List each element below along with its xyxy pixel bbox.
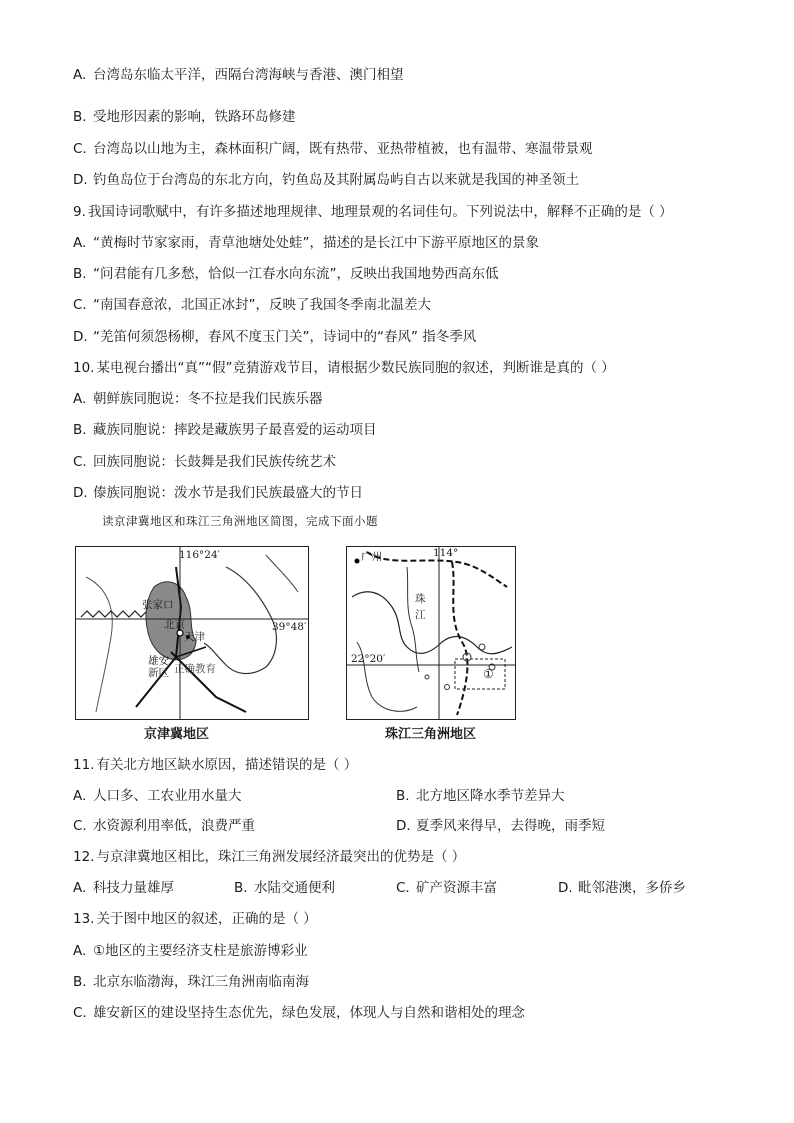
q9-option-b: B. “问君能有几多愁，恰似一江春水向东流”，反映出我国地势西高东低 — [73, 266, 499, 282]
tianjin-label: 天津 — [184, 631, 205, 643]
prd-lat-label: 22°20′ — [351, 653, 386, 665]
jingjinji-map-title: 京津冀地区 — [144, 727, 210, 742]
q8-option-b: B. 受地形因素的影响，铁路环岛修建 — [73, 109, 296, 125]
xinqu-label: 新区 — [148, 667, 169, 679]
q12-option-c: C. 矿产资源丰富 — [396, 880, 497, 896]
q13-stem: 13. 关于图中地区的叙述，正确的是（ ） — [73, 911, 317, 927]
q12-option-a: A. 科技力量雄厚 — [73, 880, 174, 896]
q9-stem: 9. 我国诗词歌赋中，有许多描述地理规律、地理景观的名词佳句。下列说法中，解释不正确的是（ ） — [73, 204, 673, 220]
river-label-zhu: 珠 — [415, 593, 426, 605]
q8-option-a: A. 台湾岛东临太平洋，西隔台湾海峡与香港、澳门相望 — [73, 67, 404, 83]
river-label-jiang: 江 — [415, 609, 426, 621]
q12-option-b: B. 水陆交通便利 — [234, 880, 335, 896]
watermark-label: 正确教育 — [174, 663, 216, 675]
guangzhou-label: 广州 — [361, 551, 382, 563]
q9-option-c: C. “南国春意浓，北国正冰封”，反映了我国冬季南北温差大 — [73, 297, 431, 313]
q10-option-c: C. 回族同胞说：长鼓舞是我们民族传统艺术 — [73, 454, 336, 470]
q11-option-c: C. 水资源利用率低，浪费严重 — [73, 818, 255, 834]
guangzhou-dot — [355, 559, 360, 564]
q8-option-d: D. 钓鱼岛位于台湾岛的东北方向，钓鱼岛及其附属岛屿自古以来就是我国的神圣领土 — [73, 172, 579, 188]
q10-option-a: A. 朝鲜族同胞说：冬不拉是我们民族乐器 — [73, 391, 323, 407]
q10-option-d: D. 傣族同胞说：泼水节是我们民族最盛大的节日 — [73, 485, 363, 501]
prd-map-drawing — [347, 547, 515, 719]
q11-option-d: D. 夏季风来得早，去得晚，雨季短 — [396, 818, 605, 834]
q11-option-a: A. 人口多、工农业用水量大 — [73, 788, 242, 804]
q9-option-a: A. “黄梅时节家家雨，青草池塘处处蛙”，描述的是长江中下游平原地区的景象 — [73, 235, 539, 251]
jingjinji-lon-label: 116°24′ — [179, 549, 221, 561]
q9-option-d: D. “羌笛何须怨杨柳，春风不度玉门关”，诗词中的“春风” 指冬季风 — [73, 329, 477, 345]
xiongan-label: 雄安 — [148, 655, 169, 667]
prd-lon-label: 114° — [433, 547, 459, 559]
prd-map — [346, 546, 516, 720]
q13-option-a: A. ①地区的主要经济支柱是旅游博彩业 — [73, 943, 308, 959]
zhangjiakou-label: 张家口 — [142, 599, 174, 611]
region-1-label: ① — [483, 667, 494, 681]
beijing-label: 北京 — [164, 619, 185, 631]
q12-option-d: D. 毗邻港澳，多侨乡 — [558, 880, 686, 896]
q10-option-b: B. 藏族同胞说：摔跤是藏族男子最喜爱的运动项目 — [73, 422, 377, 438]
jingjinji-lat-label: 39°48′ — [272, 621, 307, 633]
q13-option-c: C. 雄安新区的建设坚持生态优先，绿色发展，体现人与自然和谐相处的理念 — [73, 1005, 525, 1021]
q13-option-b: B. 北京东临渤海，珠江三角洲南临南海 — [73, 974, 309, 990]
q11-option-b: B. 北方地区降水季节差异大 — [396, 788, 565, 804]
jingjinji-map — [75, 546, 309, 720]
prd-map-title: 珠江三角洲地区 — [385, 727, 477, 742]
q8-option-c: C. 台湾岛以山地为主，森林面积广阔，既有热带、亚热带植被，也有温带、寒温带景观 — [73, 141, 593, 157]
map-caption: 读京津冀地区和珠江三角洲地区简图，完成下面小题 — [102, 514, 378, 528]
q11-stem: 11. 有关北方地区缺水原因，描述错误的是（ ） — [73, 757, 358, 773]
q10-stem: 10. 某电视台播出“真”“假”竞猜游戏节目，请根据少数民族同胞的叙述，判断谁是真的（ ） — [73, 360, 615, 376]
q12-stem: 12. 与京津冀地区相比，珠江三角洲发展经济最突出的优势是（ ） — [73, 849, 466, 865]
